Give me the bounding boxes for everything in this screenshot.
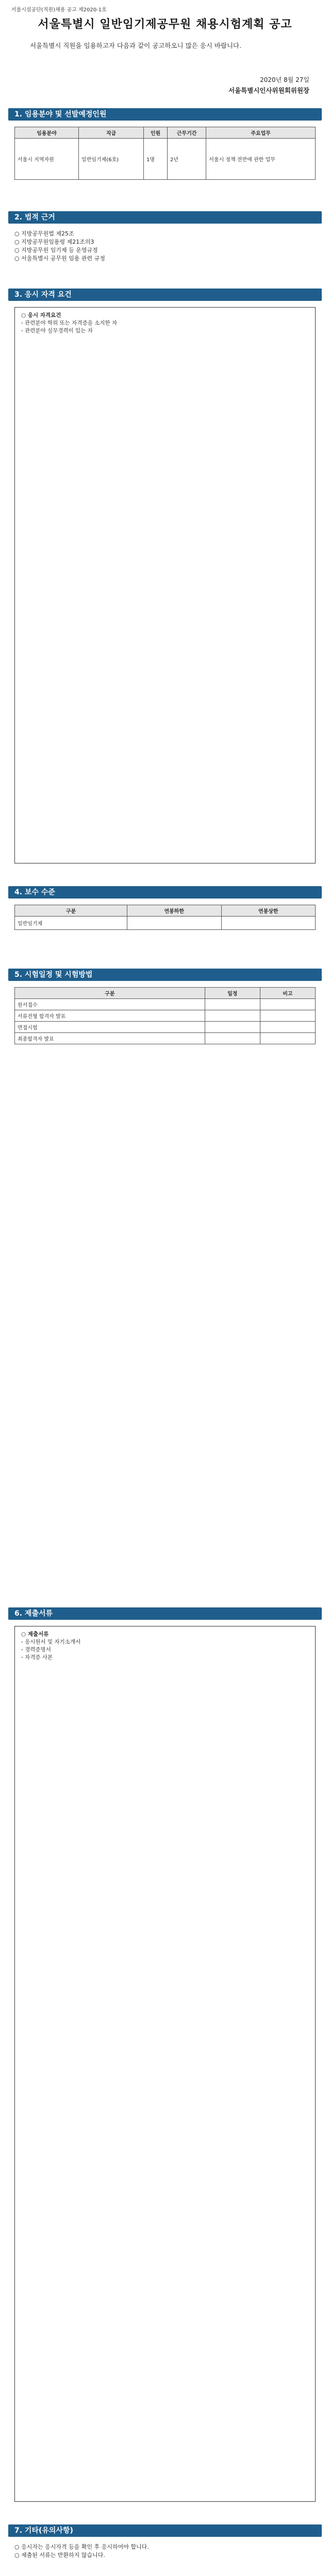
schedule-cell (260, 1022, 315, 1033)
schedule-cell: 최종합격자 발표 (15, 1033, 205, 1044)
section-header-pay: 4. 보수 수준 (8, 886, 322, 899)
qualification-item: - 관련분야 실무경력이 있는 자 (21, 328, 93, 334)
section-header-documents: 6. 제출서류 (8, 1607, 322, 1620)
schedule-cell (205, 1022, 260, 1033)
recruit-cell: 서울시 지역자원 (15, 139, 79, 180)
section-header-schedule: 5. 시험일정 및 시험방법 (8, 969, 322, 981)
legal-item: ○ 지방공무원법 제25조 (14, 230, 74, 237)
recruit-header: 직급 (79, 127, 144, 139)
documents-box (14, 1626, 316, 2502)
schedule-cell: 서류전형 합격자 발표 (15, 1010, 205, 1022)
section-header-recruit: 1. 임용분야 및 선발예정인원 (8, 108, 322, 121)
notice-org: 서울특별시인사위원회위원장 (228, 87, 309, 94)
schedule-cell (260, 999, 315, 1010)
notice-date: 2020년 8월 27일 (260, 76, 309, 83)
recruit-header: 근무기간 (168, 127, 206, 139)
legal-list (14, 230, 319, 263)
notice-number: 서울시설공단(직원)채용 공고 제2020-1호 (11, 7, 107, 13)
documents-item: - 응시원서 및 자기소개서 (21, 1639, 81, 1645)
recruit-cell: 일반임기제(6호) (79, 139, 144, 180)
documents-title: ○ 제출서류 (21, 1631, 49, 1637)
recruit-table (14, 127, 316, 180)
notes-list (14, 2543, 319, 2560)
schedule-cell (205, 999, 260, 1010)
schedule-cell (260, 1033, 315, 1044)
pay-header: 연봉하한 (127, 905, 221, 917)
recruit-cell: 2년 (168, 139, 206, 180)
schedule-cell (205, 1010, 260, 1022)
schedule-header: 일정 (205, 988, 260, 999)
legal-item: ○ 지방공무원임용령 제21조의3 (14, 239, 94, 245)
intro-text: 서울특별시 직원을 임용하고자 다음과 같이 공고하오니 많은 응시 바랍니다. (30, 42, 242, 49)
schedule-header: 구분 (15, 988, 205, 999)
qualification-box (14, 307, 316, 863)
documents-item: - 자격증 사본 (21, 1654, 53, 1660)
pay-table (14, 905, 316, 930)
schedule-table (14, 987, 316, 1044)
section-header-notes: 7. 기타(유의사항) (8, 2524, 322, 2537)
pay-cell (221, 917, 316, 930)
qualification-title: ○ 응시 자격요건 (21, 312, 61, 318)
legal-item: ○ 서울특별시 공무원 임용 관련 규정 (14, 255, 105, 262)
qualification-item: - 관련분야 학위 또는 자격증을 소지한 자 (21, 320, 118, 326)
schedule-cell: 원서접수 (15, 999, 205, 1010)
pay-cell (127, 917, 221, 930)
recruit-cell: 1명 (144, 139, 168, 180)
notes-item: ○ 응시자는 응시자격 등을 확인 후 응시하여야 합니다. (14, 2544, 149, 2550)
legal-item: ○ 지방공무원 임기제 등 운영규정 (14, 247, 98, 253)
page-title: 서울특별시 일반임기제공무원 채용시험계획 공고 (38, 18, 292, 31)
documents-item: - 경력증명서 (21, 1647, 51, 1653)
schedule-header: 비고 (260, 988, 315, 999)
recruit-header: 주요업무 (206, 127, 316, 139)
section-header-qualification: 3. 응시 자격 요건 (8, 289, 322, 301)
pay-header: 연봉상한 (221, 905, 316, 917)
schedule-cell (205, 1033, 260, 1044)
section-header-legal: 2. 법적 근거 (8, 211, 322, 224)
schedule-cell: 면접시험 (15, 1022, 205, 1033)
notes-item: ○ 제출된 서류는 반환하지 않습니다. (14, 2552, 105, 2558)
recruit-header: 인원 (144, 127, 168, 139)
recruit-cell: 서울시 정책 전반에 관한 업무 (206, 139, 316, 180)
recruit-header: 임용분야 (15, 127, 79, 139)
pay-header: 구분 (15, 905, 127, 917)
pay-cell: 일반임기제 (15, 917, 127, 930)
schedule-cell (260, 1010, 315, 1022)
